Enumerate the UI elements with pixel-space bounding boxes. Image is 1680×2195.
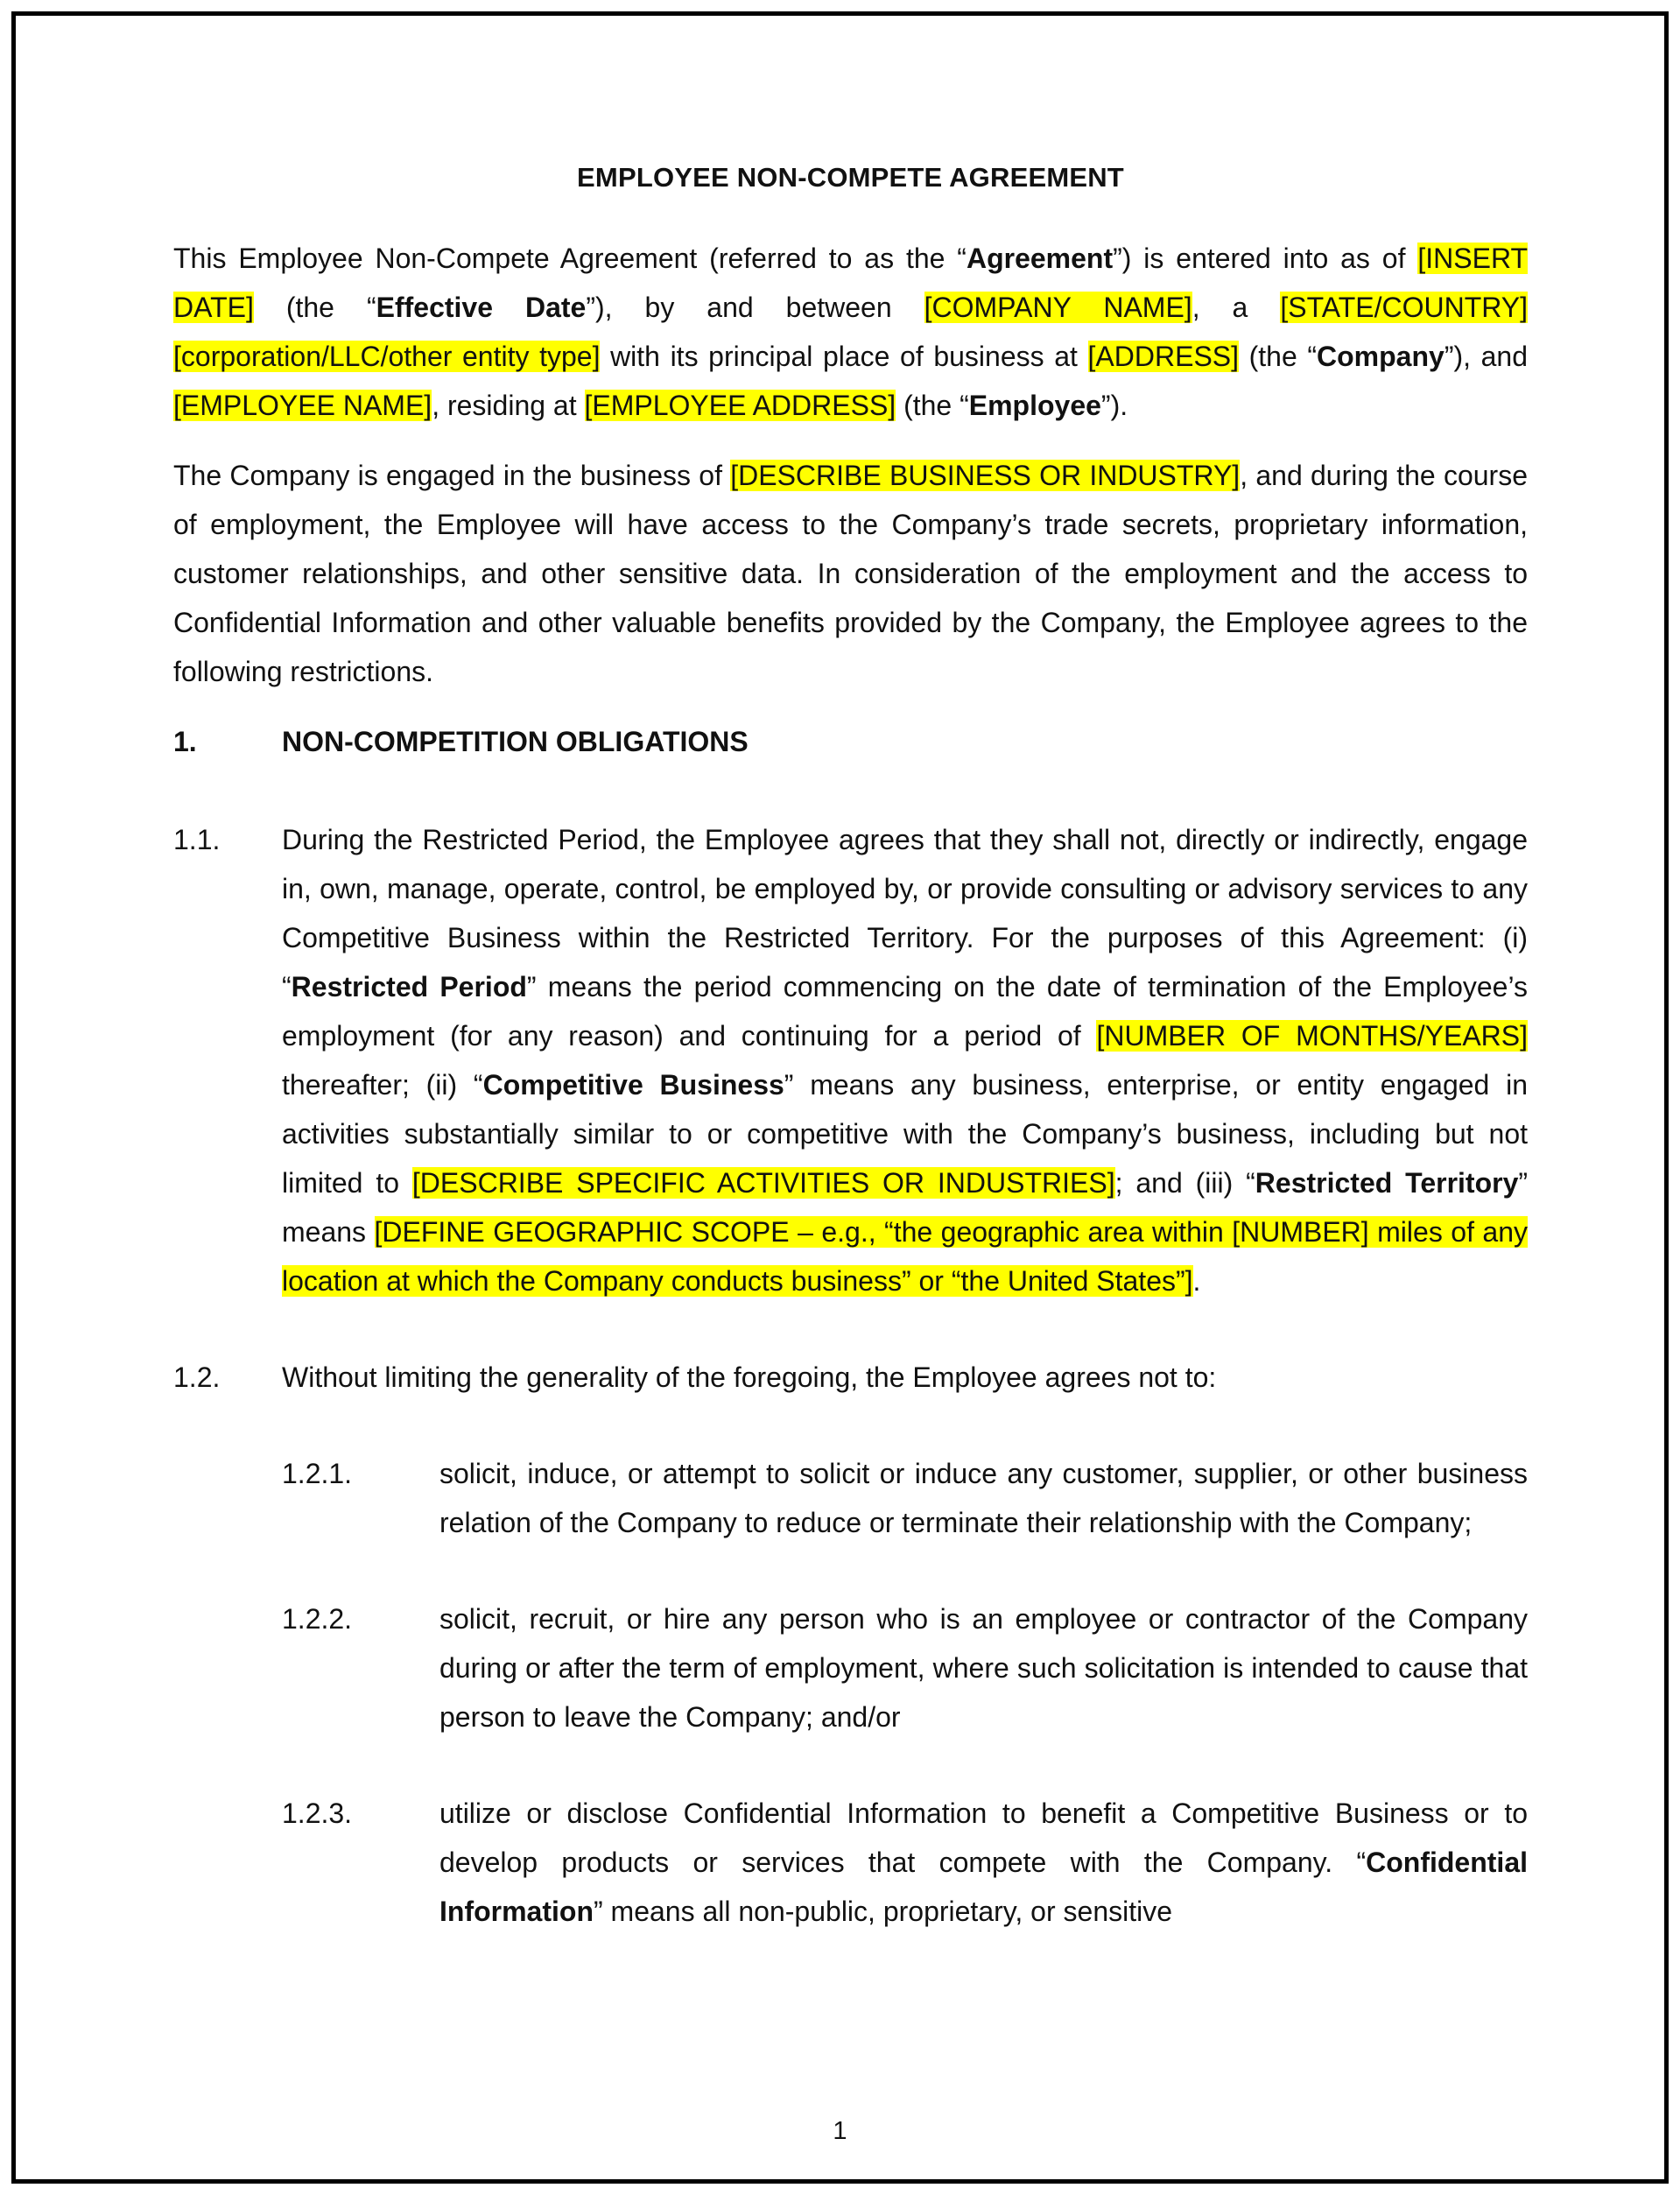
clause-text — [439, 1449, 1528, 1547]
text-run: Without limiting the generality of the foregoing, the Employee agrees not to: — [282, 1361, 1217, 1393]
clause-number: 1.2.3. — [282, 1798, 353, 1829]
text-run: (the “ — [1239, 341, 1318, 372]
text-run: solicit, induce, or attempt to solicit or induce any customer, supplier, or other business relation of the Company to reduce or terminate their relationship with the Company; — [439, 1458, 1528, 1538]
text-run: During the Restricted Period, the Employee agrees that they shall not, directly or indirectly, engage in, own, manage, operate, control, be employed by, or provide consulting or advisory services to any Competitive Business within the Restricted Territory. For the purposes of this Agreement: (i) “ — [282, 824, 1528, 1003]
text-run: . — [1192, 1265, 1201, 1297]
page-number: 1 — [833, 2117, 847, 2145]
text-run: ”) is entered into as of — [1113, 243, 1418, 274]
placeholder-highlight: [DESCRIBE SPECIFIC ACTIVITIES OR INDUSTRIES] — [411, 1167, 1115, 1199]
text-run: solicit, recruit, or hire any person who is an employee or contractor of the Company during or after the term of employment, where such solicitation is intended to cause that person to leave the Company; and/or — [439, 1603, 1528, 1733]
clause-text — [282, 1353, 1528, 1402]
document-page — [173, 153, 1528, 1983]
text-run: (the “ — [253, 292, 376, 323]
defined-term: Company — [1317, 341, 1445, 372]
text-run: ” means any business, enterprise, or entity engaged in activities substantially similar to or competitive with the Company’s business, including but not limited to — [282, 1069, 1529, 1199]
placeholder-highlight: [DEFINE GEOGRAPHIC SCOPE – e.g., “the geographic area within [NUMBER] miles of any location at which the Company conducts business” or “the United States”] — [282, 1216, 1529, 1297]
clause-number: 1.2.2. — [282, 1603, 353, 1635]
clause-text — [282, 717, 1528, 766]
defined-term: Restricted Period — [291, 971, 527, 1003]
text-run: thereafter; (ii) “ — [282, 1069, 483, 1101]
text-run: ; and (iii) “ — [1114, 1167, 1255, 1199]
intro-paragraph — [173, 234, 1528, 430]
clause-number: 1.2. — [173, 1361, 221, 1393]
text-run: ”), by and between — [586, 292, 924, 323]
clause-number: 1. — [173, 726, 197, 757]
text-run: ” means all non-public, proprietary, or sensitive — [593, 1896, 1173, 1927]
clause-1-2 — [173, 1353, 1528, 1402]
placeholder-highlight: [COMPANY NAME] — [924, 292, 1192, 323]
defined-term: Confidential Information — [439, 1847, 1528, 1927]
text-run: ”), and — [1444, 341, 1529, 372]
text-run: (the “ — [896, 390, 969, 421]
text-run: , a — [1191, 292, 1281, 323]
clause-text — [439, 1594, 1528, 1741]
clause-text — [439, 1789, 1528, 1936]
text-run: , residing at — [432, 390, 585, 421]
clause-1-2-1 — [282, 1449, 1528, 1547]
clause-text — [282, 815, 1528, 1305]
placeholder-highlight: [EMPLOYEE NAME] — [173, 390, 432, 421]
text-run: , and during the course of employment, the Employee will have access to the Company’s trade secrets, proprietary information, customer relationships, and other sensitive data. In consideration of the employment and the access to Confidential Information and other valuable benefits provided by the Company, the Employee agrees to the following restrictions. — [173, 460, 1529, 687]
placeholder-highlight: [corporation/LLC/other entity type] — [173, 341, 601, 372]
document-body — [173, 234, 1528, 1936]
clause-number: 1.2.1. — [282, 1458, 353, 1489]
defined-term: Employee — [968, 390, 1101, 421]
defined-term: Restricted Territory — [1255, 1167, 1519, 1199]
placeholder-highlight: [NUMBER OF MONTHS/YEARS] — [1096, 1020, 1529, 1052]
placeholder-highlight: [EMPLOYEE ADDRESS] — [584, 390, 896, 421]
document-title: EMPLOYEE NON-COMPETE AGREEMENT — [577, 162, 1124, 193]
recitals-paragraph — [173, 451, 1528, 696]
clause-1-2-2 — [282, 1594, 1528, 1741]
text-run: utilize or disclose Confidential Information to benefit a Competitive Business or to develop products or services that compete with the Company. “ — [439, 1798, 1528, 1878]
defined-term: Competitive Business — [482, 1069, 784, 1101]
clause-number: 1.1. — [173, 824, 221, 855]
placeholder-highlight: [INSERT DATE] — [173, 243, 1529, 323]
clause-1-1 — [173, 815, 1528, 1305]
text-run: NON-COMPETITION OBLIGATIONS — [282, 726, 749, 757]
text-run: ”). — [1100, 390, 1128, 421]
text-run: with its principal place of business at — [600, 341, 1088, 372]
text-run: ” means the period commencing on the date of termination of the Employee’s employment (for any reason) and continuing for a period of — [282, 971, 1529, 1052]
clause-1-2-3 — [282, 1789, 1528, 1936]
placeholder-highlight: [ADDRESS] — [1087, 341, 1240, 372]
text-run: ” means — [282, 1167, 1529, 1248]
defined-term: Effective Date — [376, 292, 587, 323]
placeholder-highlight: [DESCRIBE BUSINESS OR INDUSTRY] — [730, 460, 1241, 491]
defined-term: Agreement — [966, 243, 1114, 274]
section-1-heading — [173, 717, 1528, 766]
text-run: This Employee Non-Compete Agreement (referred to as the “ — [173, 243, 967, 274]
text-run: The Company is engaged in the business of — [173, 460, 731, 491]
placeholder-highlight: [STATE/COUNTRY] — [1280, 292, 1529, 323]
